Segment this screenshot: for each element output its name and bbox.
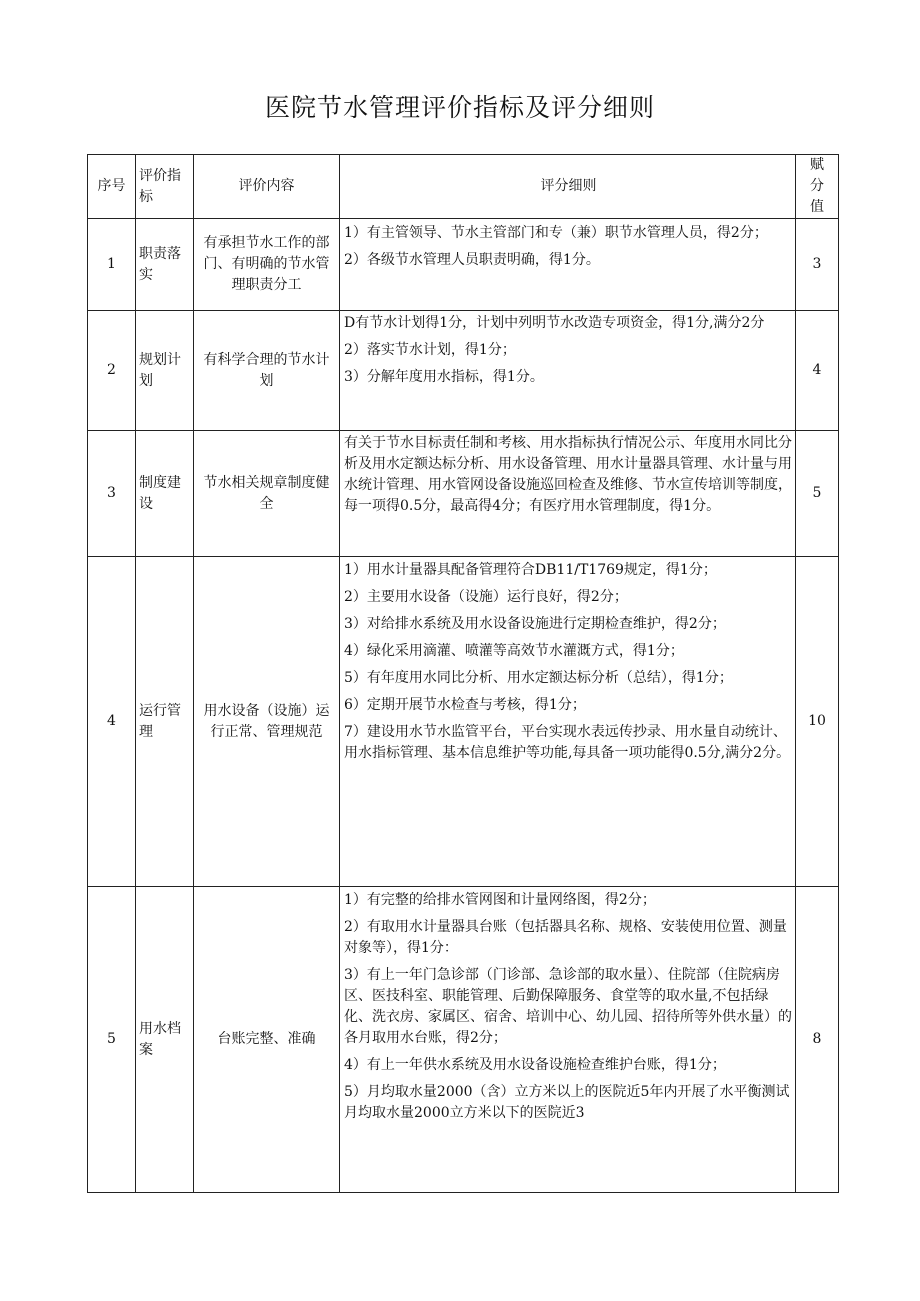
- row-indicator: [136, 431, 194, 557]
- row-content-text: 台账完整、准确: [217, 1031, 316, 1047]
- row-indicator-text: 制度建设: [139, 474, 181, 512]
- row-no: 3: [88, 431, 136, 557]
- detail-line: 4）有上一年供水系统及用水设备设施检查维护台账，得1分；: [344, 1057, 726, 1073]
- header-content: 评价内容: [194, 155, 340, 219]
- row-content: [194, 887, 340, 1193]
- table-row: [88, 887, 839, 1193]
- detail-line: D有节水计划得1分，计划中列明节水改造专项资金，得1分,满分2分: [344, 315, 765, 331]
- row-no: 4: [88, 557, 136, 887]
- detail-line: 2）有取用水计量器具台账（包括器具名称、规格、安装使用位置、测量对象等），得1分：: [344, 919, 787, 956]
- detail-line: 5）月均取水量2000（含）立方米以上的医院近5年内开展了水平衡测试月均取水量2000立方米以下的医院近3: [344, 1084, 790, 1121]
- detail-line: 1）有完整的给排水管网图和计量网络图，得2分；: [344, 892, 656, 908]
- row-indicator: [136, 557, 194, 887]
- detail-line: 4）绿化采用滴灌、喷灌等高效节水灌溉方式，得1分；: [344, 643, 684, 659]
- evaluation-table: [87, 154, 839, 1193]
- row-no: 2: [88, 311, 136, 431]
- row-indicator-text: 职责落实: [139, 245, 181, 283]
- row-content: [194, 557, 340, 887]
- detail-line: 2）各级节水管理人员职责明确，得1分。: [344, 252, 600, 268]
- row-details: [340, 311, 796, 431]
- table-row: [88, 219, 839, 311]
- row-indicator-text: 运行管理: [139, 702, 181, 740]
- header-no: 序号: [88, 155, 136, 219]
- row-indicator: [136, 887, 194, 1193]
- detail-line: 1）用水计量器具配备管理符合DB11/T1769规定，得1分；: [344, 562, 717, 578]
- detail-line: 5）有年度用水同比分析、用水定额达标分析（总结），得1分；: [344, 670, 733, 686]
- detail-line: 3）有上一年门急诊部（门诊部、急诊部的取水量）、住院部（住院病房区、医技科室、职能管理、后勤保障服务、食堂等的取水量,不包括绿化、洗衣房、家属区、宿舍、培训中心、幼儿园、招待所等外供水量）的各月取用水台账，得2分；: [344, 967, 792, 1046]
- header-score-text: 赋分值: [810, 157, 824, 215]
- row-indicator-text: 规划计划: [139, 351, 181, 389]
- table-header-row: [88, 155, 839, 219]
- row-content: [194, 219, 340, 311]
- row-score: 5: [796, 431, 839, 557]
- detail-line: 1）有主管领导、节水主管部门和专（兼）职节水管理人员，得2分；: [344, 225, 768, 241]
- row-details: [340, 431, 796, 557]
- detail-line: 7）建设用水节水监管平台，平台实现水表远传抄录、用水量自动统计、用水指标管理、基本信息维护等功能,每具备一项功能得0.5分,满分2分。: [344, 724, 791, 761]
- row-indicator-text: 用水档案: [139, 1020, 181, 1058]
- header-indicator-text: 评价指标: [139, 167, 181, 205]
- row-content: [194, 311, 340, 431]
- table-row: [88, 431, 839, 557]
- row-content-text: 有承担节水工作的部门、有明确的节水管理职责分工: [203, 235, 330, 293]
- detail-line: 3）对给排水系统及用水设备设施进行定期检查维护，得2分；: [344, 616, 726, 632]
- header-indicator: [136, 155, 194, 219]
- detail-line: 6）定期开展节水检查与考核，得1分；: [344, 697, 586, 713]
- row-indicator: [136, 311, 194, 431]
- detail-line: 2）落实节水计划，得1分；: [344, 342, 516, 358]
- detail-line: 3）分解年度用水指标，得1分。: [344, 369, 544, 385]
- document-title: 医院节水管理评价指标及评分细则: [264, 93, 655, 122]
- table-row: [88, 557, 839, 887]
- row-score: 8: [796, 887, 839, 1193]
- row-score: 3: [796, 219, 839, 311]
- detail-line: 有关于节水目标责任制和考核、用水指标执行情况公示、年度用水同比分析及用水定额达标分析、用水设备管理、用水计量器具管理、水计量与用水统计管理、用水管网设备设施巡回检查及维修、节水宣传培训等制度，每一项得0.5分，最高得4分；有医疗用水管理制度，得1分。: [344, 435, 792, 514]
- row-content-text: 节水相关规章制度健全: [203, 474, 330, 512]
- row-content-text: 有科学合理的节水计划: [203, 351, 330, 389]
- table-row: [88, 311, 839, 431]
- row-score: 10: [796, 557, 839, 887]
- row-content: [194, 431, 340, 557]
- row-content-text: 用水设备（设施）运行正常、管理规范: [203, 702, 330, 740]
- row-details: [340, 557, 796, 887]
- header-score: [796, 155, 839, 219]
- row-details: [340, 219, 796, 311]
- row-indicator: [136, 219, 194, 311]
- row-no: 5: [88, 887, 136, 1193]
- row-details: [340, 887, 796, 1193]
- header-details: 评分细则: [340, 155, 796, 219]
- row-score: 4: [796, 311, 839, 431]
- detail-line: 2）主要用水设备（设施）运行良好，得2分；: [344, 589, 628, 605]
- row-no: 1: [88, 219, 136, 311]
